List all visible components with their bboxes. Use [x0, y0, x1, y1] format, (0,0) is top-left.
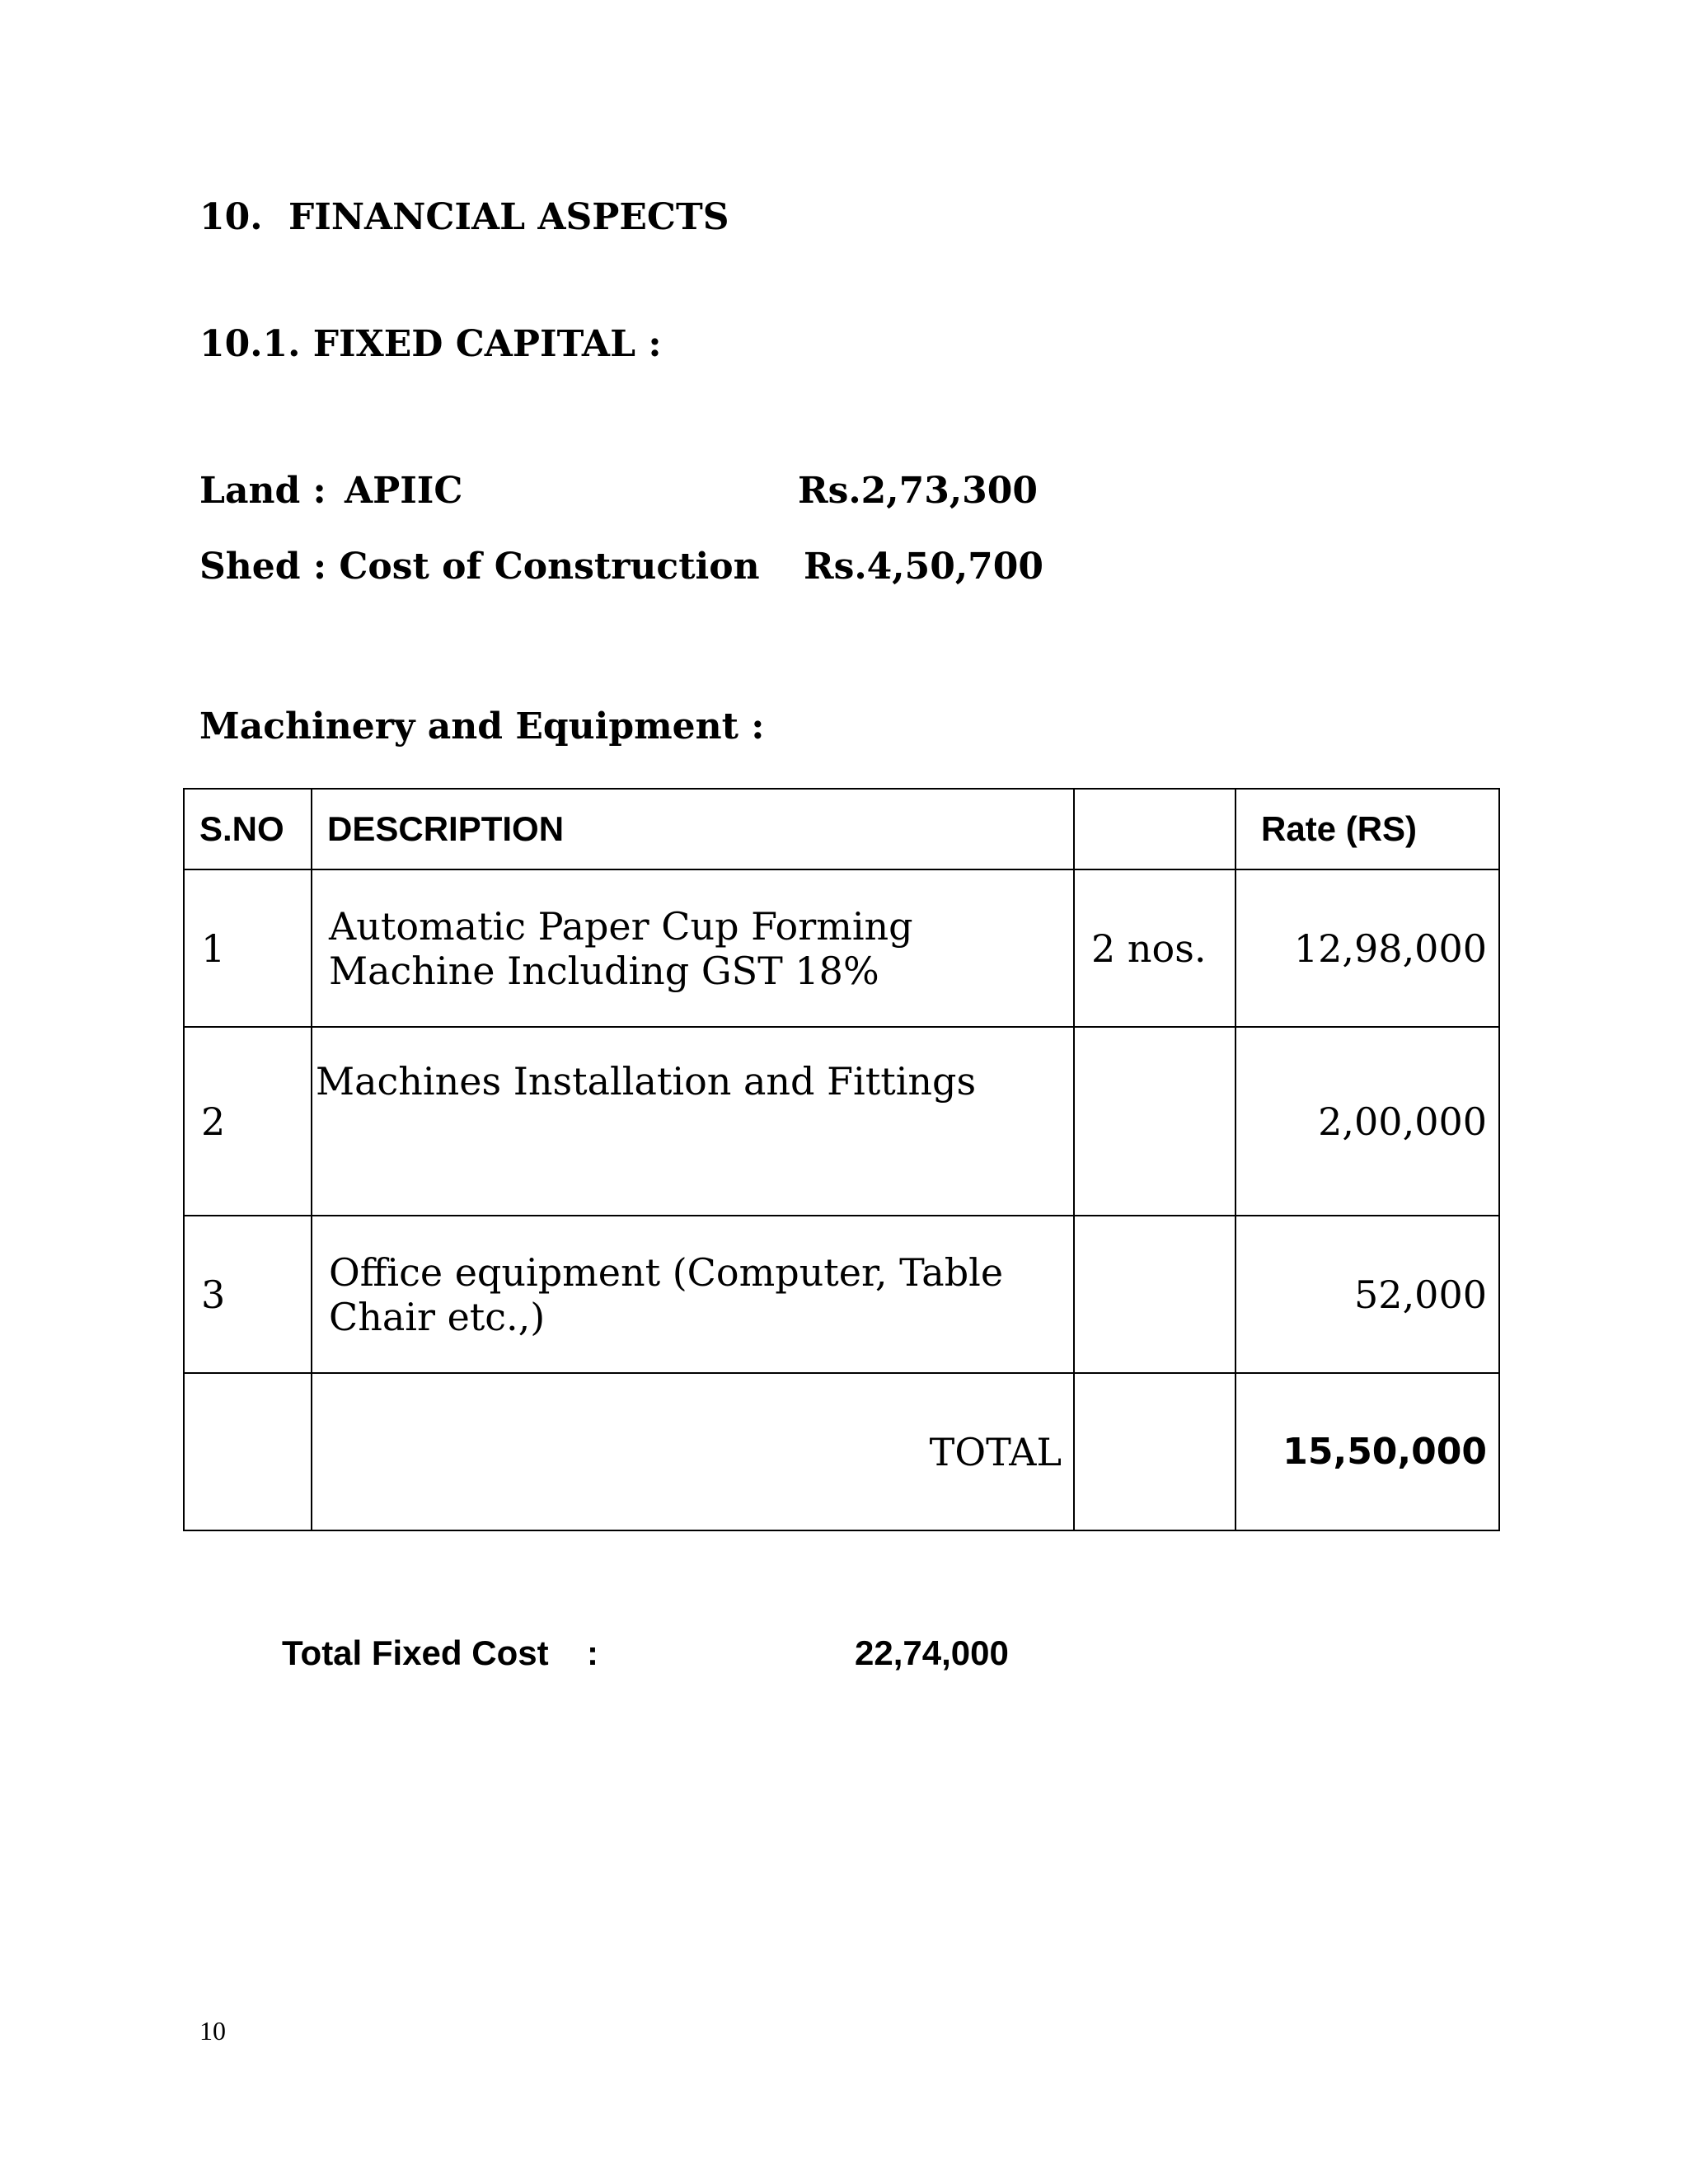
row-description — [312, 869, 1074, 1027]
row-sno: 3 — [184, 1216, 312, 1373]
land-amount: Rs.2,73,300 — [798, 470, 1038, 512]
row-qty — [1074, 1216, 1236, 1373]
header-sno: S.NO — [184, 789, 312, 869]
machinery-table — [183, 788, 1500, 1531]
page-number: 10 — [199, 2016, 226, 2046]
row-sno: 2 — [184, 1027, 312, 1216]
row-rate: 2,00,000 — [1236, 1027, 1499, 1216]
table-total-row — [184, 1373, 1499, 1530]
row-description-line: Machine Including GST 18% — [329, 948, 879, 993]
fixed-cost-colon: : — [587, 1633, 598, 1672]
section-number: 10. — [199, 196, 263, 238]
row-description-line: Chair etc.,) — [329, 1294, 546, 1339]
machinery-heading: Machinery and Equipment : — [199, 705, 765, 748]
row-qty: 2 nos. — [1074, 869, 1236, 1027]
fixed-cost-label: Total Fixed Cost — [282, 1633, 549, 1672]
total-empty-cell — [184, 1373, 312, 1530]
row-description — [312, 1027, 1074, 1216]
table-row — [184, 1216, 1499, 1373]
total-empty-cell — [1074, 1373, 1236, 1530]
land-value: APIIC — [345, 470, 463, 512]
section-title: FINANCIAL ASPECTS — [288, 196, 729, 238]
section-heading — [199, 196, 729, 238]
row-qty — [1074, 1027, 1236, 1216]
row-sno: 1 — [184, 869, 312, 1027]
table-row — [184, 869, 1499, 1027]
row-description-line: Office equipment (Computer, Table — [329, 1249, 1004, 1295]
shed-amount: Rs.4,50,700 — [804, 546, 1043, 588]
table-header-row — [184, 789, 1499, 869]
row-description — [312, 1216, 1074, 1373]
header-qty — [1074, 789, 1236, 869]
row-rate: 52,000 — [1236, 1216, 1499, 1373]
table-row — [184, 1027, 1499, 1216]
row-description-line: Machines Installation and Fittings — [316, 1059, 977, 1104]
header-rate: Rate (RS) — [1236, 789, 1499, 869]
row-description-line: Automatic Paper Cup Forming — [329, 903, 913, 949]
header-description: DESCRIPTION — [312, 789, 1074, 869]
land-label: Land : — [199, 470, 326, 512]
row-rate: 12,98,000 — [1236, 869, 1499, 1027]
shed-label: Shed : Cost of Construction — [199, 546, 760, 588]
total-label: TOTAL — [312, 1373, 1074, 1530]
subsection-heading: 10.1. FIXED CAPITAL : — [199, 323, 662, 365]
total-value: 15,50,000 — [1236, 1373, 1499, 1530]
fixed-cost-value: 22,74,000 — [855, 1633, 1009, 1672]
